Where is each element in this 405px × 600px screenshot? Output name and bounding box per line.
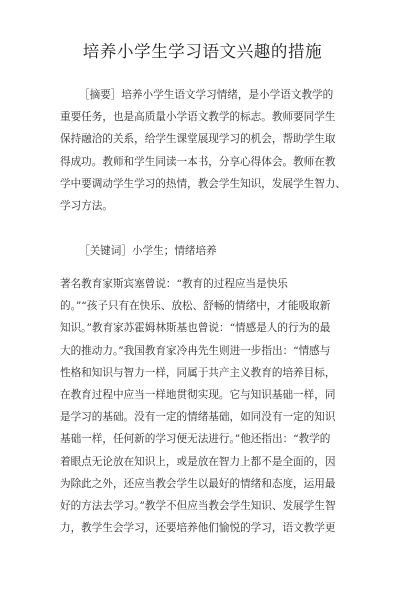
body-paragraph (60, 273, 350, 539)
abstract-line: 学习方法。 (60, 199, 113, 212)
abstract-paragraph (60, 84, 350, 217)
body-line: 大的推动力。”我国教育家冷冉先生则进一步指出：“情感与 (60, 344, 331, 357)
abstract-line: 重要任务，也是高质量小学语文教学的标志。教师要同学生 (60, 111, 336, 124)
keywords-line: ［关键词］小学生；情绪培养 (79, 245, 217, 257)
abstract-line: 保持融洽的关系，给学生课堂展现学习的机会，帮助学生取 (60, 133, 336, 146)
body-line: 为除此之外，还应当教会学生以最好的情绪和态度，运用最 (60, 477, 336, 490)
abstract-line: ［摘要］培养小学生语文学习情绪，是小学语文教学的 (79, 89, 334, 101)
body-line: 基础一样，任何新的学习便无法进行。”他还指出：“教学的 (60, 433, 331, 446)
body-line: 知识。”教育家苏霍姆林斯基也曾说：“情感是人的行为的最 (60, 322, 331, 335)
body-line: 着眼点无论放在知识上，或是放在智力上都不是全面的，因 (60, 455, 336, 468)
abstract-line: 学中要调动学生学习的热情，教会学生知识，发展学生智力、 (60, 177, 347, 190)
body-line: 著名教育家斯宾塞曾说：“教育的过程应当是快乐 (60, 278, 288, 290)
abstract-line: 得成功。教师和学生同读一本书，分享心得体会。教师在教 (60, 155, 336, 168)
body-line: 在教育过程中应当一样地贯彻实现。它与知识基础一样，同 (60, 388, 336, 401)
body-line: 是学习的基础。没有一定的情绪基础，如同没有一定的知识 (60, 411, 336, 424)
body-line: 性格和知识与智力一样，同属于共产主义教育的培养目标， (60, 366, 336, 379)
body-line: 力，教学生会学习，还要培养他们愉悦的学习，语文教学更 (60, 522, 336, 535)
page-title: 培养小学生学习语文兴趣的措施 (82, 42, 323, 61)
keywords-paragraph (60, 240, 350, 262)
body-line: 好的方法去学习。”教学不但应当教会学生知识、发展学生智 (60, 499, 336, 512)
body-line: 的。”“孩子只有在快乐、放松、舒畅的情绪中，才能吸取新 (60, 300, 331, 313)
